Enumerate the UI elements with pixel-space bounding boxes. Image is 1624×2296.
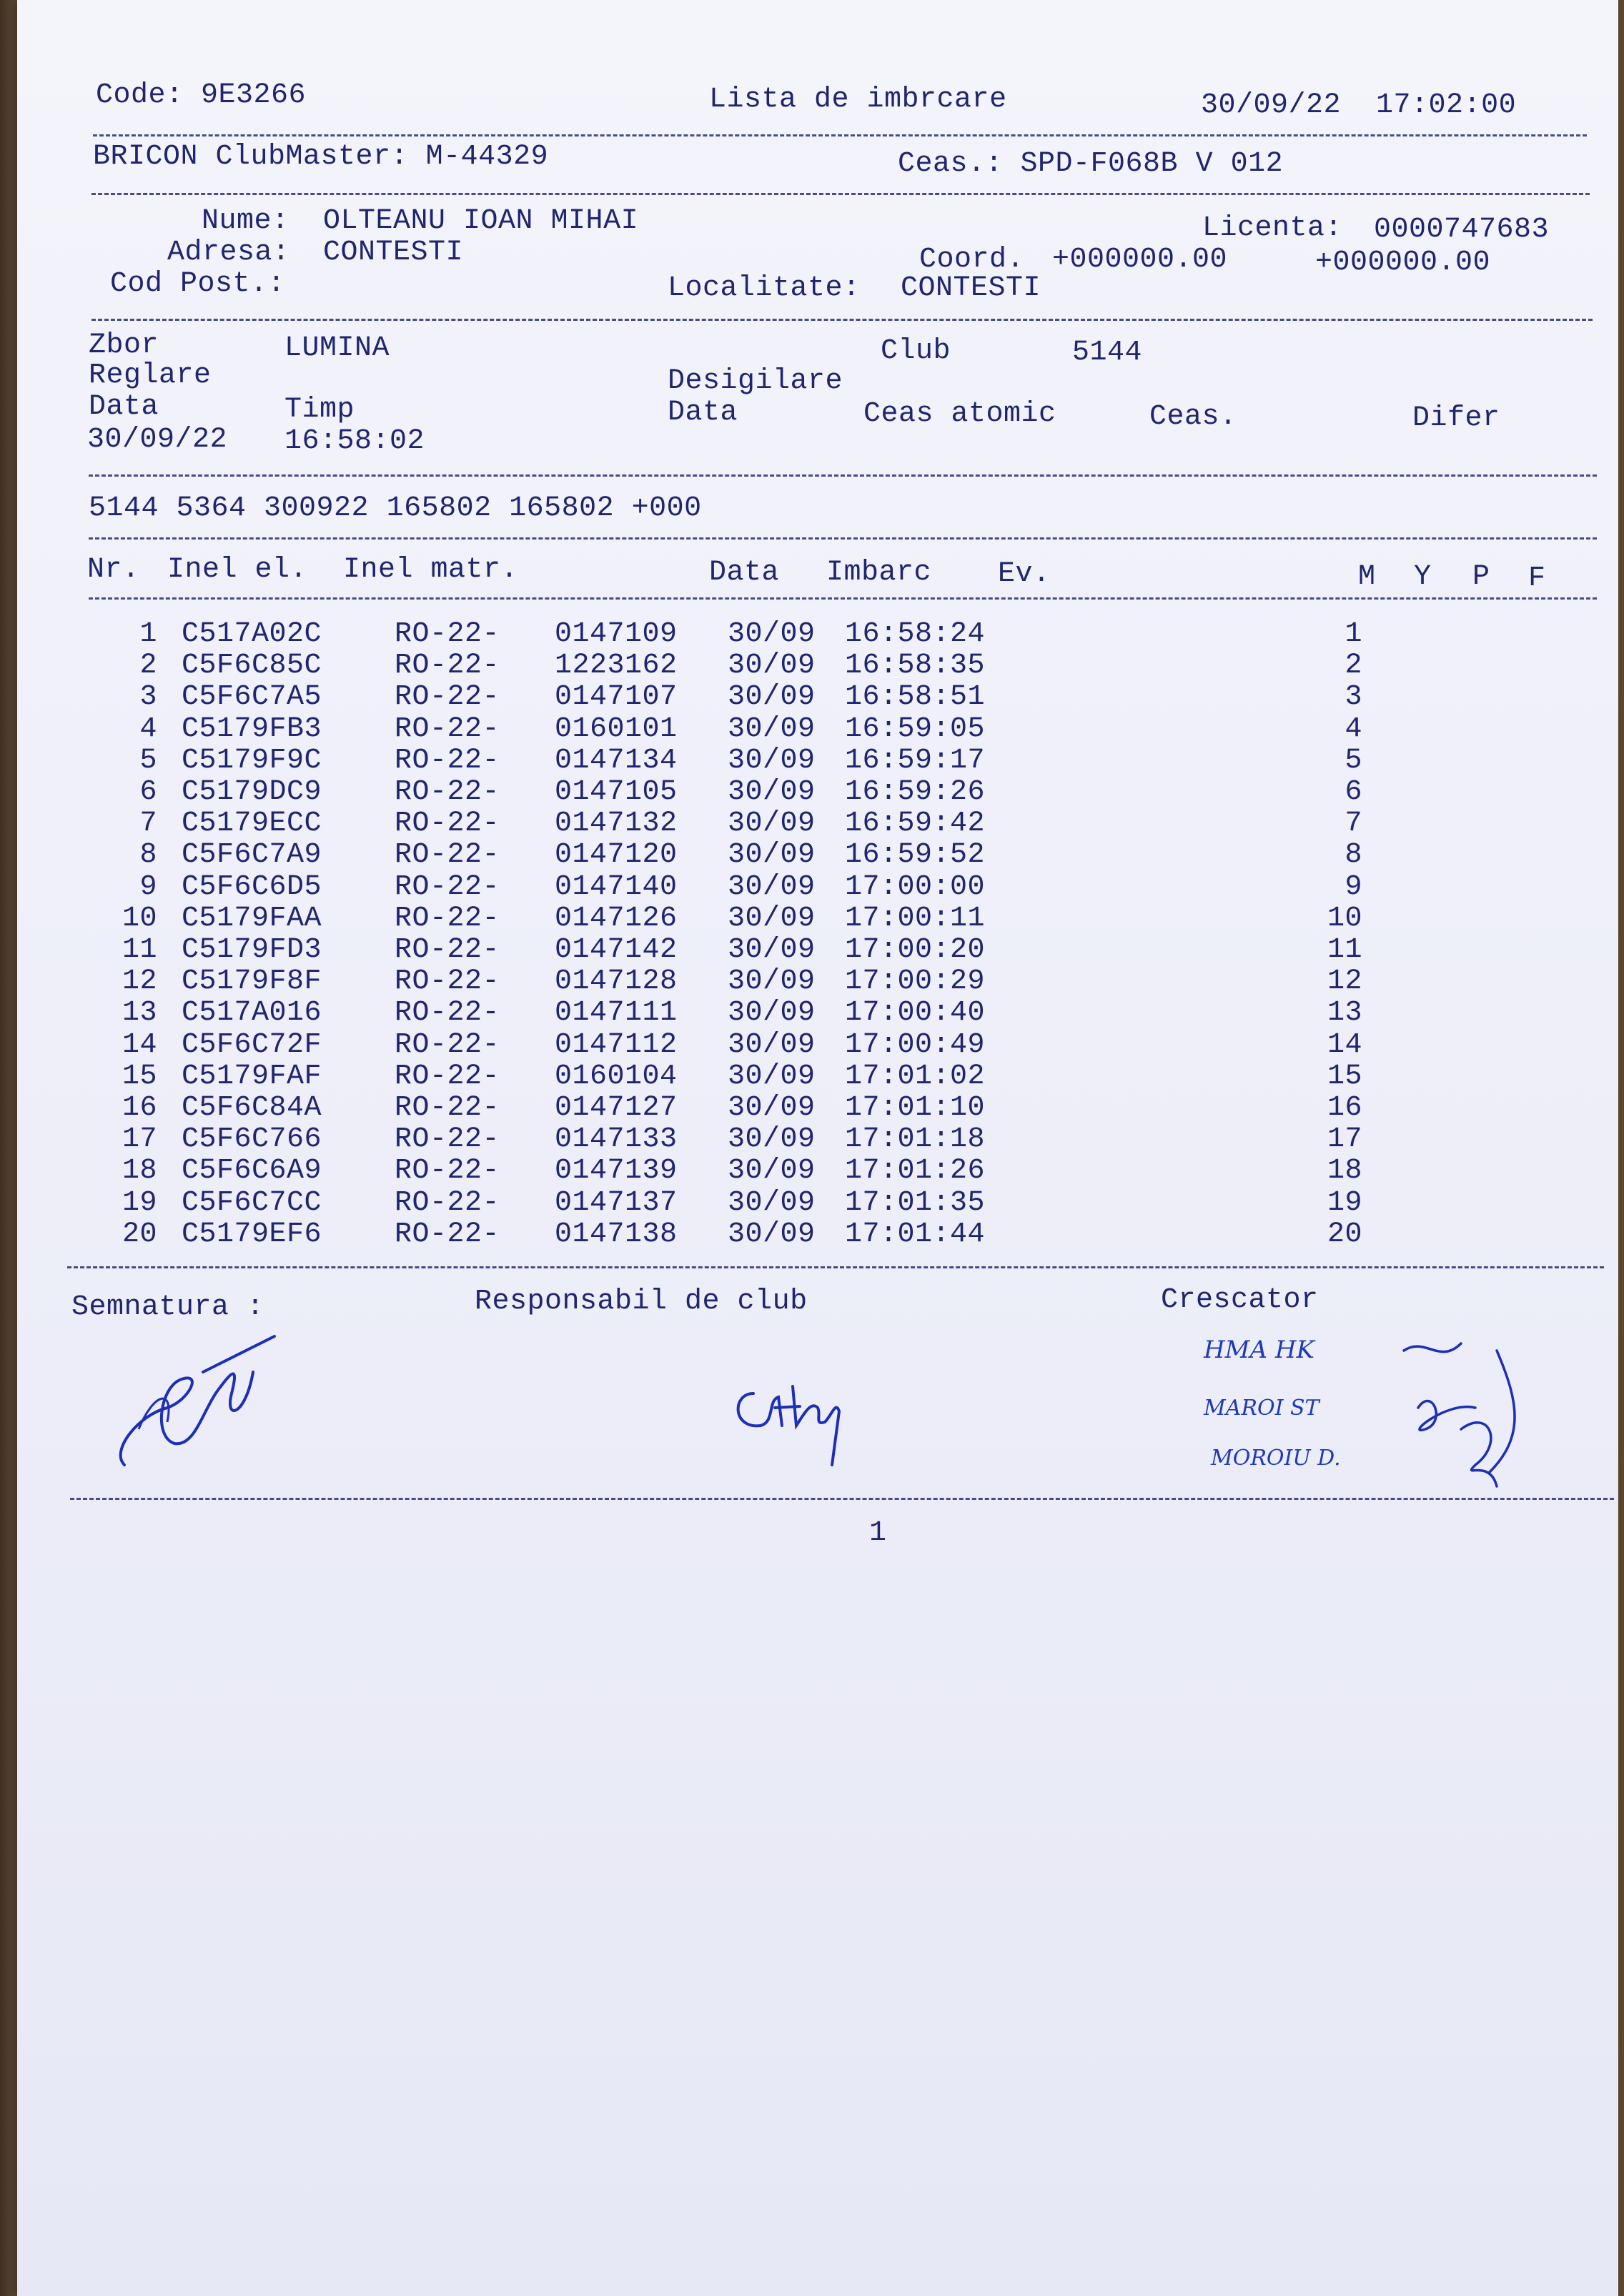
row-m: 8 — [1345, 839, 1362, 872]
row-data: 30/09 — [728, 1060, 816, 1093]
row-m: 16 — [1327, 1092, 1362, 1124]
table-row — [17, 1093, 1618, 1124]
col-data: Data — [709, 557, 780, 589]
row-data: 30/09 — [728, 1218, 816, 1251]
row-nr: 3 — [139, 681, 157, 714]
row-m: 7 — [1345, 807, 1362, 840]
divider — [93, 134, 1587, 136]
table-row — [17, 998, 1618, 1029]
row-nr: 8 — [139, 839, 157, 872]
coord-label: Coord. — [919, 244, 1025, 276]
table-row — [17, 872, 1618, 903]
col-p: P — [1472, 561, 1490, 593]
row-inel-el: C517A016 — [182, 997, 322, 1030]
row-inel-el: C5179ECC — [182, 807, 322, 840]
table-row — [17, 745, 1618, 777]
row-imbarc: 17:01:18 — [845, 1123, 986, 1156]
row-m: 18 — [1327, 1155, 1362, 1188]
row-m: 19 — [1327, 1186, 1362, 1219]
table-row — [17, 1219, 1618, 1251]
row-nr: 14 — [122, 1028, 157, 1061]
table-row — [17, 619, 1618, 650]
row-prefix: RO-22- — [395, 1092, 500, 1124]
row-prefix: RO-22- — [395, 776, 500, 808]
adresa-value: CONTESTI — [323, 237, 464, 269]
row-data: 30/09 — [728, 1092, 816, 1124]
reglare-timp: 16:58:02 — [284, 425, 425, 457]
row-imbarc: 16:59:17 — [845, 744, 986, 777]
licenta-label: Licenta: — [1202, 212, 1343, 244]
row-prefix: RO-22- — [395, 1186, 500, 1219]
signature-crescator — [1189, 1322, 1525, 1501]
row-data: 30/09 — [728, 618, 816, 650]
row-inel-el: C5F6C7CC — [182, 1186, 322, 1219]
row-inel-matr: 0147137 — [555, 1186, 678, 1219]
divider — [89, 474, 1597, 477]
table-row — [17, 935, 1618, 966]
row-prefix: RO-22- — [395, 1060, 500, 1093]
row-nr: 2 — [139, 650, 157, 682]
handwritten-name-2: MAROI ST — [1204, 1396, 1320, 1421]
row-imbarc: 16:58:51 — [845, 681, 986, 714]
row-nr: 5 — [139, 744, 157, 777]
row-nr: 15 — [122, 1060, 157, 1093]
row-inel-el: C5179FAA — [182, 902, 322, 935]
row-prefix: RO-22- — [395, 1218, 500, 1251]
row-prefix: RO-22- — [395, 1155, 500, 1188]
timp-label: Timp — [284, 394, 355, 426]
row-imbarc: 16:58:35 — [845, 650, 986, 682]
row-inel-matr: 0147128 — [555, 965, 678, 998]
row-prefix: RO-22- — [395, 965, 500, 998]
row-prefix: RO-22- — [395, 712, 500, 745]
row-imbarc: 16:58:24 — [845, 618, 986, 650]
row-nr: 11 — [122, 934, 157, 966]
row-nr: 20 — [122, 1218, 157, 1251]
club-label: Club — [881, 335, 951, 367]
row-data: 30/09 — [728, 934, 816, 966]
coord-lon: +000000.00 — [1315, 247, 1491, 279]
table-row — [17, 1188, 1618, 1219]
crescator-label: Crescator — [1161, 1284, 1319, 1316]
table-row — [17, 1124, 1618, 1156]
localitate-value: CONTESTI — [901, 272, 1041, 304]
table-row — [17, 1030, 1618, 1061]
row-m: 11 — [1327, 934, 1362, 966]
row-data: 30/09 — [728, 681, 816, 714]
row-prefix: RO-22- — [395, 650, 500, 682]
row-m: 9 — [1345, 870, 1362, 903]
row-data: 30/09 — [728, 1028, 816, 1061]
divider — [67, 1266, 1604, 1268]
table-row — [17, 650, 1618, 682]
row-inel-matr: 0147132 — [555, 807, 678, 840]
page-number: 1 — [869, 1517, 887, 1549]
row-nr: 9 — [139, 870, 157, 903]
row-m: 13 — [1327, 997, 1362, 1030]
row-inel-el: C5F6C84A — [182, 1092, 322, 1124]
col-f: F — [1528, 562, 1546, 595]
divider — [89, 597, 1597, 600]
row-inel-matr: 0147127 — [555, 1092, 678, 1124]
code-label: Code: 9E3266 — [96, 79, 307, 111]
row-inel-matr: 0147139 — [555, 1155, 678, 1188]
reglare-data: 30/09/22 — [87, 424, 228, 456]
col-imbarc: Imbarc — [826, 557, 932, 589]
row-prefix: RO-22- — [395, 870, 500, 903]
row-imbarc: 17:01:10 — [845, 1092, 986, 1124]
row-imbarc: 17:00:00 — [845, 870, 986, 903]
divider — [91, 319, 1593, 321]
clock-model: Ceas.: SPD-F068B V 012 — [898, 148, 1284, 180]
row-imbarc: 17:00:29 — [845, 965, 986, 998]
coord-lat: +000000.00 — [1052, 244, 1228, 276]
row-data: 30/09 — [728, 807, 816, 840]
row-inel-el: C5179DC9 — [182, 776, 322, 808]
row-data: 30/09 — [728, 744, 816, 777]
row-m: 15 — [1327, 1060, 1362, 1093]
table-row — [17, 808, 1618, 840]
signature-responsabil — [725, 1358, 861, 1472]
col-m: M — [1358, 561, 1376, 593]
row-inel-el: C5179FD3 — [182, 934, 322, 966]
desigilare-data-label: Data — [668, 397, 738, 429]
document-title: Lista de imbrcare — [709, 84, 1007, 116]
row-inel-matr: 0147109 — [555, 618, 678, 650]
row-prefix: RO-22- — [395, 839, 500, 872]
row-data: 30/09 — [728, 997, 816, 1030]
row-nr: 1 — [139, 618, 157, 650]
handwritten-name-3: MOROIU D. — [1211, 1446, 1341, 1471]
summary-line: 5144 5364 300922 165802 165802 +000 — [89, 492, 702, 525]
row-inel-el: C5179FB3 — [182, 712, 322, 745]
desigilare-label: Desigilare — [668, 365, 843, 397]
row-inel-matr: 0147120 — [555, 839, 678, 872]
row-inel-el: C5F6C6A9 — [182, 1155, 322, 1188]
row-m: 2 — [1345, 650, 1362, 682]
row-imbarc: 17:00:49 — [845, 1028, 986, 1061]
row-prefix: RO-22- — [395, 1028, 500, 1061]
row-imbarc: 17:01:26 — [845, 1155, 986, 1188]
localitate-label: Localitate: — [668, 272, 861, 304]
row-m: 1 — [1345, 618, 1362, 650]
row-m: 10 — [1327, 902, 1362, 935]
table-row — [17, 903, 1618, 935]
row-inel-matr: 1223162 — [555, 650, 678, 682]
table-row — [17, 714, 1618, 745]
row-inel-matr: 0147138 — [555, 1218, 678, 1251]
row-nr: 7 — [139, 807, 157, 840]
row-inel-el: C5F6C85C — [182, 650, 322, 682]
row-m: 12 — [1327, 965, 1362, 998]
row-inel-el: C5179F8F — [182, 965, 322, 998]
row-inel-matr: 0147134 — [555, 744, 678, 777]
row-nr: 12 — [122, 965, 157, 998]
club-value: 5144 — [1072, 337, 1143, 369]
row-m: 14 — [1327, 1028, 1362, 1061]
row-m: 5 — [1345, 744, 1362, 777]
clubmaster-label: BRICON ClubMaster: M-44329 — [93, 141, 549, 173]
row-inel-matr: 0147112 — [555, 1028, 678, 1061]
row-nr: 17 — [122, 1123, 157, 1156]
row-imbarc: 17:00:20 — [845, 934, 986, 966]
row-m: 17 — [1327, 1123, 1362, 1156]
signature-semnatura — [96, 1329, 282, 1486]
divider — [89, 537, 1597, 540]
col-inel-el: Inel el. — [167, 554, 308, 586]
row-inel-matr: 0160101 — [555, 712, 678, 745]
row-inel-matr: 0147105 — [555, 776, 678, 808]
row-inel-el: C517A02C — [182, 618, 322, 650]
row-nr: 10 — [122, 902, 157, 935]
row-nr: 18 — [122, 1155, 157, 1188]
nume-label: Nume: — [202, 205, 289, 237]
row-data: 30/09 — [728, 1155, 816, 1188]
row-inel-el: C5F6C72F — [182, 1028, 322, 1061]
ceas-label: Ceas. — [1149, 401, 1237, 433]
row-inel-matr: 0147142 — [555, 934, 678, 966]
row-inel-el: C5F6C6D5 — [182, 870, 322, 903]
row-inel-el: C5179EF6 — [182, 1218, 322, 1251]
row-inel-el: C5F6C7A5 — [182, 681, 322, 714]
row-imbarc: 16:59:42 — [845, 807, 986, 840]
row-inel-el: C5F6C7A9 — [182, 839, 322, 872]
row-m: 6 — [1345, 776, 1362, 808]
row-nr: 19 — [122, 1186, 157, 1219]
row-prefix: RO-22- — [395, 997, 500, 1030]
licenta-value: 0000747683 — [1374, 214, 1550, 246]
row-inel-matr: 0147126 — [555, 902, 678, 935]
data-label: Data — [89, 391, 159, 423]
table-row — [17, 777, 1618, 808]
col-inel-matr: Inel matr. — [343, 554, 519, 586]
row-prefix: RO-22- — [395, 618, 500, 650]
row-data: 30/09 — [728, 712, 816, 745]
row-nr: 6 — [139, 776, 157, 808]
row-nr: 4 — [139, 712, 157, 745]
responsabil-label: Responsabil de club — [475, 1286, 808, 1318]
row-imbarc: 16:59:05 — [845, 712, 986, 745]
row-data: 30/09 — [728, 965, 816, 998]
row-m: 4 — [1345, 712, 1362, 745]
row-inel-matr: 0147133 — [555, 1123, 678, 1156]
row-imbarc: 17:01:35 — [845, 1186, 986, 1219]
row-inel-matr: 0160104 — [555, 1060, 678, 1093]
col-ev: Ev. — [998, 558, 1051, 590]
row-imbarc: 16:59:26 — [845, 776, 986, 808]
row-nr: 13 — [122, 997, 157, 1030]
row-data: 30/09 — [728, 870, 816, 903]
row-prefix: RO-22- — [395, 807, 500, 840]
printed-sheet — [17, 0, 1618, 2296]
row-data: 30/09 — [728, 1186, 816, 1219]
zbor-value: LUMINA — [284, 332, 390, 364]
adresa-label: Adresa: — [167, 237, 290, 269]
divider — [70, 1498, 1614, 1500]
fancier-name: OLTEANU IOAN MIHAI — [323, 205, 639, 237]
col-nr: Nr. — [87, 554, 140, 586]
print-datetime: 30/09/22 17:02:00 — [1201, 89, 1517, 121]
row-inel-el: C5F6C766 — [182, 1123, 322, 1156]
row-prefix: RO-22- — [395, 1123, 500, 1156]
table-row — [17, 1156, 1618, 1187]
semnatura-label: Semnatura : — [71, 1291, 264, 1323]
row-m: 3 — [1345, 681, 1362, 714]
row-prefix: RO-22- — [395, 681, 500, 714]
table-row — [17, 966, 1618, 998]
row-data: 30/09 — [728, 1123, 816, 1156]
row-data: 30/09 — [728, 902, 816, 935]
handwritten-name-1: HMA HK — [1204, 1336, 1314, 1364]
difer-label: Difer — [1412, 402, 1500, 434]
row-imbarc: 16:59:52 — [845, 839, 986, 872]
row-data: 30/09 — [728, 650, 816, 682]
row-inel-matr: 0147107 — [555, 681, 678, 714]
row-data: 30/09 — [728, 839, 816, 872]
row-imbarc: 17:00:40 — [845, 997, 986, 1030]
row-inel-el: C5179FAF — [182, 1060, 322, 1093]
table-row — [17, 1061, 1618, 1093]
row-inel-matr: 0147111 — [555, 997, 678, 1030]
row-prefix: RO-22- — [395, 744, 500, 777]
row-nr: 16 — [122, 1092, 157, 1124]
row-m: 20 — [1327, 1218, 1362, 1251]
divider — [91, 193, 1590, 195]
row-data: 30/09 — [728, 776, 816, 808]
zbor-label: Zbor — [89, 329, 159, 362]
table-row — [17, 682, 1618, 713]
table-row — [17, 840, 1618, 871]
row-inel-el: C5179F9C — [182, 744, 322, 777]
row-imbarc: 17:00:11 — [845, 902, 986, 935]
row-imbarc: 17:01:02 — [845, 1060, 986, 1093]
cod-post-label: Cod Post.: — [110, 268, 286, 300]
reglare-label: Reglare — [89, 359, 212, 392]
row-imbarc: 17:01:44 — [845, 1218, 986, 1251]
row-inel-matr: 0147140 — [555, 870, 678, 903]
row-prefix: RO-22- — [395, 934, 500, 966]
col-y: Y — [1414, 561, 1432, 593]
ceas-atomic-label: Ceas atomic — [863, 398, 1056, 430]
row-prefix: RO-22- — [395, 902, 500, 935]
